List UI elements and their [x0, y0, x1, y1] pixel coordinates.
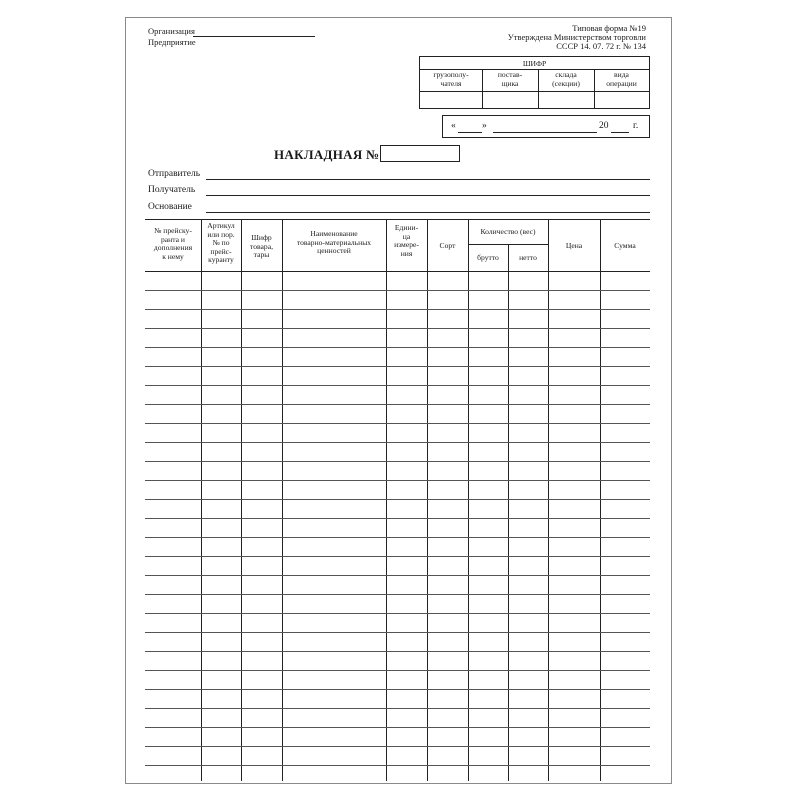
basis-line[interactable]: [206, 212, 650, 213]
col-article: Артикул или пор. № по прейс- куранту: [207, 221, 235, 265]
table-header-bottom: [145, 271, 650, 272]
sender-label: Отправитель: [148, 169, 201, 179]
approved-by: Утверждена Министерством торговли: [507, 32, 646, 42]
cipher-col-warehouse: склада (секции): [552, 70, 580, 88]
table-row[interactable]: [145, 727, 650, 728]
table-row[interactable]: [145, 689, 650, 690]
enterprise-label: Предприятие: [148, 37, 196, 47]
col-net: нетто: [519, 253, 537, 262]
table-row[interactable]: [145, 480, 650, 481]
table-row[interactable]: [145, 556, 650, 557]
approval-date: СССР 14. 07. 72 г. № 134: [556, 41, 646, 51]
table-row[interactable]: [145, 632, 650, 633]
table-row[interactable]: [145, 670, 650, 671]
cipher-col-supplier: постав- щика: [497, 70, 523, 88]
col-price-list: № прейску- ранта и дополнения к нему: [153, 226, 193, 261]
basis-label: Основание: [148, 202, 192, 212]
col-item-code: Шифр товара, тары: [250, 233, 273, 260]
table-row[interactable]: [145, 765, 650, 766]
invoice-number-box[interactable]: [380, 145, 460, 162]
table-row[interactable]: [145, 309, 650, 310]
table-row[interactable]: [145, 442, 650, 443]
form-name: Типовая форма №19: [572, 23, 646, 33]
table-row[interactable]: [145, 423, 650, 424]
date-box: « » 20 г.: [442, 115, 650, 138]
table-row[interactable]: [145, 518, 650, 519]
table-row[interactable]: [145, 575, 650, 576]
col-quantity-group: Количество (вес): [480, 227, 536, 236]
table-row[interactable]: [145, 385, 650, 386]
table-row[interactable]: [145, 594, 650, 595]
cipher-col-operation: вида операции: [606, 70, 637, 88]
cipher-col-consignee: грузополу- чателя: [433, 70, 469, 88]
col-sum: Сумма: [614, 241, 636, 250]
organization-label: Организация: [148, 26, 195, 36]
col-price: Цена: [565, 241, 583, 250]
table-row[interactable]: [145, 537, 650, 538]
table-row[interactable]: [145, 708, 650, 709]
col-gross: брутто: [477, 253, 499, 262]
table-row[interactable]: [145, 461, 650, 462]
table-row[interactable]: [145, 328, 650, 329]
table-row[interactable]: [145, 613, 650, 614]
recipient-line[interactable]: [206, 195, 650, 196]
col-name: Наименование товарно-материальных ценностей: [296, 229, 372, 256]
table-row[interactable]: [145, 746, 650, 747]
table-row[interactable]: [145, 651, 650, 652]
col-unit: Едини- ца измере- ния: [394, 223, 419, 258]
invoice-form-sheet: [125, 17, 672, 784]
table-row[interactable]: [145, 347, 650, 348]
table-row[interactable]: [145, 366, 650, 367]
cipher-title: ШИФР: [522, 59, 547, 68]
table-row[interactable]: [145, 499, 650, 500]
cipher-block: [419, 56, 650, 109]
organization-line: [193, 36, 315, 37]
recipient-label: Получатель: [148, 185, 196, 195]
document-title: НАКЛАДНАЯ №: [274, 147, 380, 162]
sender-line[interactable]: [206, 179, 650, 180]
col-grade: Сорт: [439, 241, 456, 250]
goods-table: [145, 219, 650, 781]
table-row[interactable]: [145, 290, 650, 291]
table-row[interactable]: [145, 404, 650, 405]
